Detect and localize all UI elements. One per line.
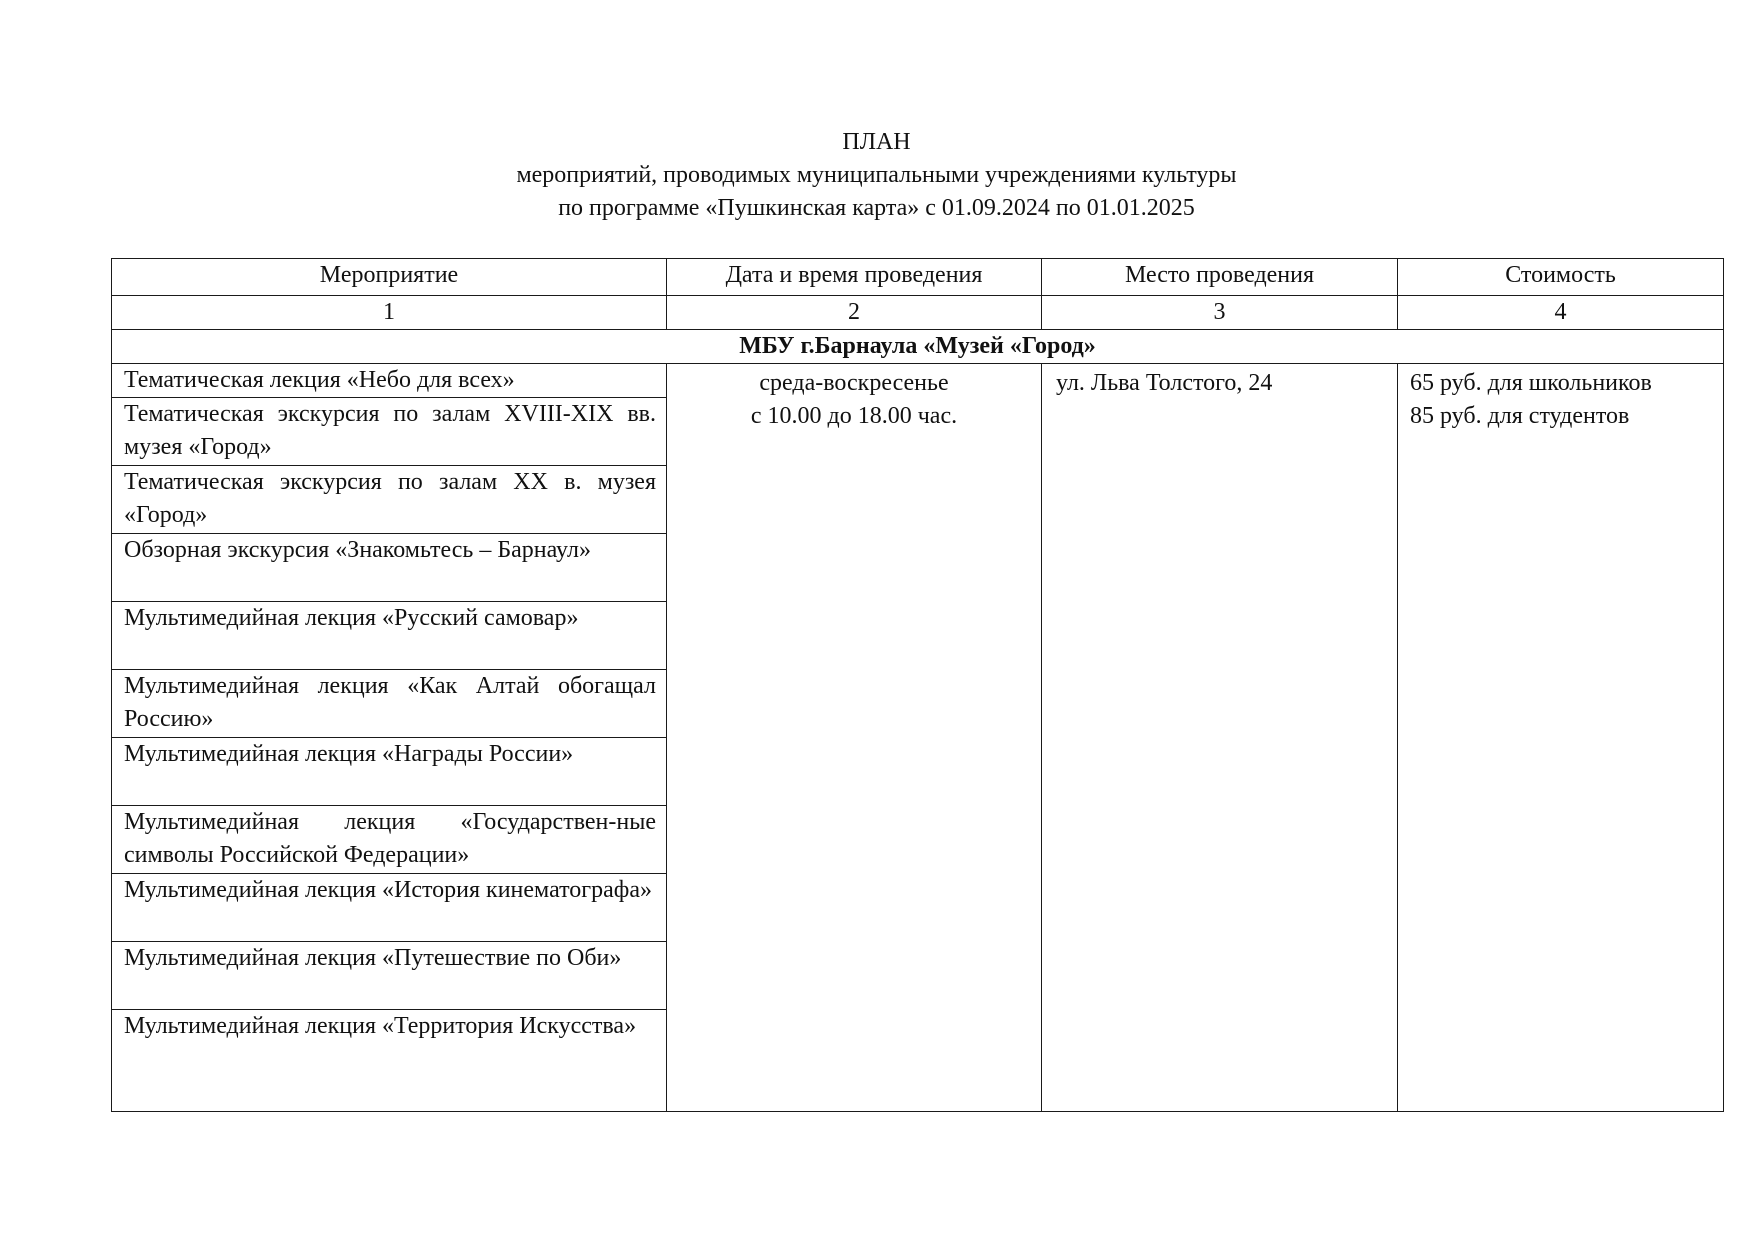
- table-header-row: [112, 259, 1724, 296]
- date-days: среда-воскресенье: [759, 370, 949, 396]
- document-subtitle-line2: по программе «Пушкинская карта» с 01.09.2024 по 01.01.2025: [558, 195, 1195, 221]
- event-item: Мультимедийная лекция «Награды России»: [112, 738, 666, 806]
- column-number-1: 1: [112, 296, 667, 330]
- document-subtitle-line1: мероприятий, проводимых муниципальными учреждениями культуры: [516, 162, 1237, 188]
- event-item: Мультимедийная лекция «Путешествие по Оби»: [112, 942, 666, 1010]
- column-number-4: 4: [1398, 296, 1724, 330]
- event-item: Мультимедийная лекция «Территория Искусства»: [124, 1013, 637, 1039]
- event-item: Мультимедийная лекция «История кинематографа»: [112, 874, 666, 942]
- events-row: [112, 364, 1724, 1112]
- document-title: ПЛАН: [842, 129, 911, 155]
- event-list-cell: [112, 364, 667, 1112]
- event-item: Мультимедийная лекция «Как Алтай обогащал Россию»: [112, 670, 666, 738]
- column-header-place: Место проведения: [1042, 259, 1398, 296]
- event-item: Тематическая лекция «Небо для всех»: [112, 364, 666, 398]
- cost-schoolchildren: 65 руб. для школьников: [1410, 370, 1652, 396]
- place-cell: [1042, 364, 1398, 1112]
- cost-cell: [1398, 364, 1724, 1112]
- column-number-3: 3: [1042, 296, 1398, 330]
- column-number-2: 2: [667, 296, 1042, 330]
- date-time-cell: [667, 364, 1042, 1112]
- column-header-date: Дата и время проведения: [667, 259, 1042, 296]
- event-item: Тематическая экскурсия по залам XX в. музея «Город»: [112, 466, 666, 534]
- event-item: Мультимедийная лекция «Русский самовар»: [112, 602, 666, 670]
- organization-name: МБУ г.Барнаула «Музей «Город»: [112, 330, 1724, 364]
- column-header-cost: Стоимость: [1398, 259, 1724, 296]
- cost-students: 85 руб. для студентов: [1410, 403, 1630, 429]
- column-number-row: [112, 296, 1724, 330]
- organization-row: [112, 330, 1724, 364]
- event-item: Мультимедийная лекция «Государствен-ные символы Российской Федерации»: [112, 806, 666, 874]
- document-heading: [0, 126, 1753, 225]
- event-item: Обзорная экскурсия «Знакомьтесь – Барнаул»: [112, 534, 666, 602]
- events-table: [111, 258, 1724, 1112]
- date-hours: с 10.00 до 18.00 час.: [750, 403, 958, 429]
- place-address: ул. Льва Толстого, 24: [1056, 370, 1273, 396]
- event-item: Тематическая экскурсия по залам XVIII-XIX вв. музея «Город»: [112, 398, 666, 466]
- column-header-event: Мероприятие: [112, 259, 667, 296]
